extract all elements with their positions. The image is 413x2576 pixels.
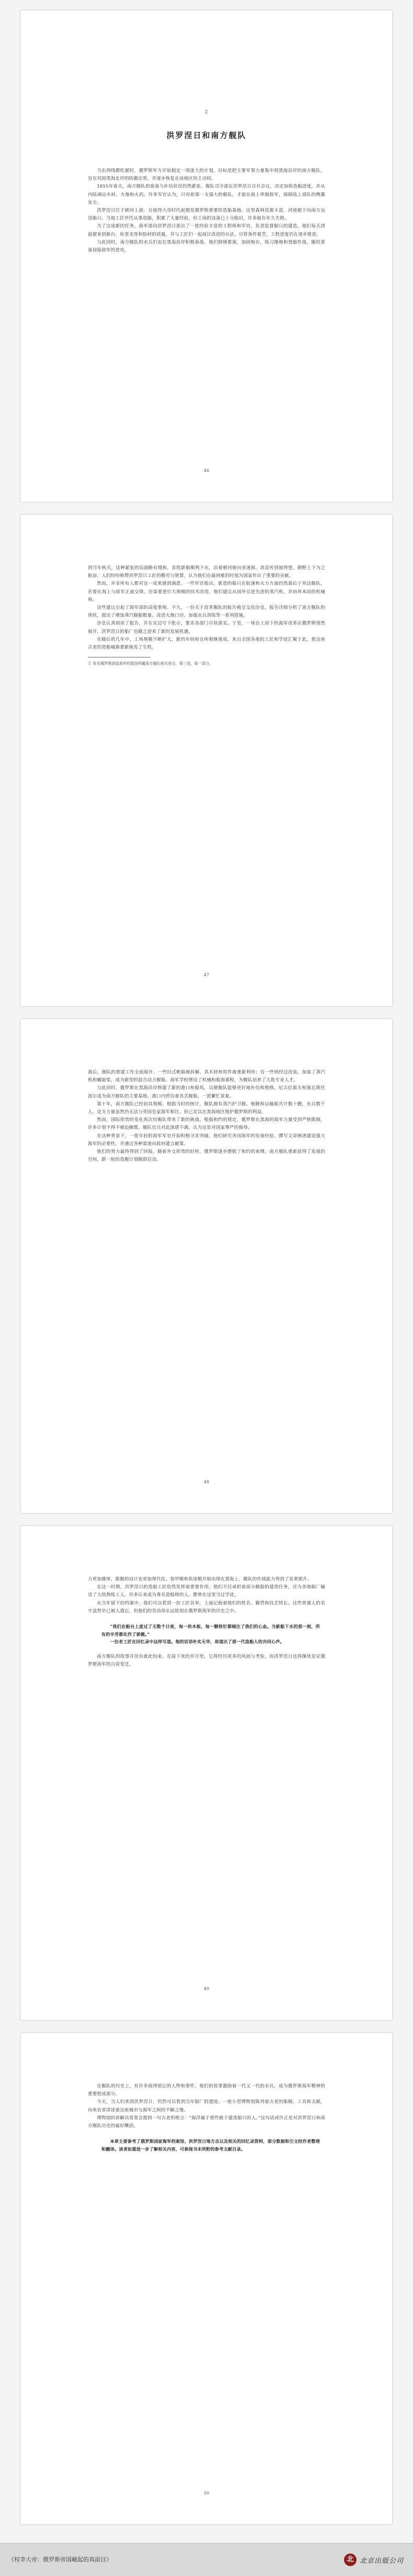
quote-paragraph: 本章主要参考了俄罗斯国家海军档案馆、洪罗涅日地方志以及相关的回忆录资料，部分数据和引文经作者整理和翻译。读者如需进一步了解相关内容，可参阅书末所附的参考文献目录。 — [101, 2139, 320, 2152]
block-quote — [101, 2138, 320, 2153]
book-page-5 — [21, 2033, 392, 2524]
book-page-2 — [21, 515, 392, 1006]
paragraph: 这些建议引起了海军部的高度重视。不久，一份关于改革舰队的报告被呈交给沙皇。报告详细分析了南方舰队的现状，提出了增加蒸汽舰船数量、改进火炮口径、加强水兵训练等一系列措施。 — [88, 605, 325, 619]
paragraph: 洪罗涅日位于顿河上游，自彼得大帝时代起便是俄罗斯重要的造船基地。这里森林资源丰富，河道便于向南方运送船只。当地工匠世代从事造船，积累了大量经验，但工场的设备已十分陈旧，许多船台年久失修。 — [88, 208, 325, 222]
page-number: 47 — [203, 973, 210, 977]
page-body — [88, 1069, 325, 1164]
paragraph: 从当年留下的档案中，我们可以看到一份工匠名单，上面记载着他们的姓名、籍贯和技艺特长。这些普通人的名字虽然早已被人遗忘，但他们的劳动却永远铭刻在俄罗斯海军的历史之中。 — [88, 1600, 325, 1614]
paragraph: 为了完成新的任务，海军部向洪罗涅日派出了一批经验丰富的工程师和军官，负责监督船只的建造。他们每天清晨便来到船台，检查龙骨和肋材的质量，并与工匠们一起商讨改进的办法。尽管条件艰苦，工程进度仍在逐步推进。 — [88, 224, 325, 237]
paragraph: 在这种背景下，一批年轻的海军军官开始积极寻求突破。他们研究各国海军的发展经验，撰写文章阐述建设强大海军的必要性，并通过各种渠道向政府建言献策。 — [88, 1133, 325, 1147]
footer-bar — [0, 2543, 413, 2576]
paragraph: 他们的努力最终得到了回报。随着外交形势的好转，俄罗斯逐步摆脱了和约的束缚，南方舰队重新获得了发展的空间，新一轮的造舰计划随即启动。 — [88, 1149, 325, 1163]
paragraph: 然而，并非所有人都对这一成果感到满意。一些军官指出，新造的船只在航速和火力方面仍然落后于英法舰队，若要在海上与敌军正面交锋，还需要进行大规模的技术改造。他们建议从国外引进先进的蒸汽机，并培养本国的机械师。 — [88, 581, 325, 603]
paragraph: 战后，舰队的重建工作全面展开。一些旧式帆船被拆解，其木材和铁件被重新利用；另一些则经过改装，加装了蒸汽机和螺旋桨，成为新型的混合动力舰船。海军学校增设了机械和航海课程，为舰队培养了大批专业人才。 — [88, 1070, 325, 1083]
book-page-1 — [21, 10, 392, 502]
page-number: 50 — [203, 2491, 210, 2496]
paragraph: 今天，当人们来到洪罗涅日，仍然可以看到当年船厂的遗迹。一座小型博物馆陈列着古老的船模、工具和文献，向来访者讲述着这座城市与海军之间的不解之缘。 — [88, 2099, 325, 2113]
book-title: 《权李大帝：俄罗斯帝国崛起的真面目》 — [8, 2556, 112, 2563]
publisher-name: 北京出版公司 — [359, 2557, 404, 2565]
chapter-number: 2 — [204, 110, 209, 115]
paragraph: 与此同时，俄罗斯在黑海沿岸修建了新的港口和船坞，以便舰队能够更好地补给和维修。尼古拉耶夫和塞瓦斯托波尔成为南方舰队的主要基地，港口内停泊着各式舰船，一派繁忙景象。 — [88, 1085, 325, 1099]
page-body — [88, 2083, 325, 2160]
block-quote — [101, 1623, 320, 1646]
page-number: 48 — [203, 1480, 210, 1484]
book-page-4 — [21, 1526, 392, 2020]
book-page-3 — [21, 1019, 392, 1513]
page-number: 49 — [203, 1986, 210, 1991]
chapter-title: 洪罗涅日和南方舰队 — [166, 131, 247, 140]
paragraph: 力更加雄厚，新舰的设计也更加现代化。装甲舰和鱼雷艇开始出现在黑海上，舰队的作战能力得到了显著提升。 — [88, 1577, 312, 1582]
footnote: ① 参见俄罗斯国家海军档案馆所藏南方舰队相关卷宗，第三卷，第一部分。 — [88, 661, 213, 666]
publisher-logo — [344, 2553, 404, 2567]
paragraph: 当东西线都吃紧时，俄罗斯军方开始制定一项庞大的计划，目标是把主要军事力量集中到黑海沿岸的南方舰队，旨在巩固黑海北岸的防御态势，并逐步恢复在该地区的主动权。 — [88, 168, 325, 182]
paragraph: 在这一时期，洪罗涅日的造船工匠依然发挥着重要作用。他们不仅承担着部分舰船的建造任务，还为各地船厂输送了大批熟练工人。许多后来成为著名造船师的人，都曾在这里当过学徒。 — [88, 1585, 325, 1598]
paragraph: 与此同时，南方舰队的水兵们也在黑海沿岸积极备战。他们修缮要塞，加固炮台，练习操炮和登船作战，随时准备迎接敌军的进攻。 — [88, 239, 325, 253]
quote-paragraph: “我们在船台上度过了无数个日夜，每一块木板、每一颗铁钉都倾注了我们的心血。当新船下水的那一刻，所有的辛劳都化作了骄傲。” — [101, 1624, 320, 1637]
paragraph: 到当年秋天，这种紧张的局面略有缓和，首批新船顺利下水，沿着顿河驶向亚速海。消息传到彼得堡，朝野上下为之振奋。人们纷纷称赞洪罗涅日工匠的勤劳与智慧，认为他们在最困难的时刻为国家作出了重要的贡献。 — [88, 565, 325, 579]
page-body — [88, 564, 325, 666]
publisher-logo-icon: 北 — [344, 2554, 357, 2566]
paragraph: 1855年春天，南方舰队的装备与补给状况仍然紧张。舰队司令部在洪罗涅日召开会议，决定加快造船进度，并从内陆调运木材、火炮和火药。许多军官认为，只有依靠一支强大的舰队，才能在海上牵制敌军，保障陆上部队的侧翼安全。 — [88, 184, 325, 205]
paragraph: 第十年，南方舰队已经初具规模。根据当时的统计，舰队拥有蒸汽护卫舰、炮舰和运输船共计数十艘，水兵数千人。这支力量虽然仍无法与英国皇家海军相比，但已足以在黑海地区维护俄罗斯的利益。 — [88, 1101, 325, 1115]
quote-paragraph: 一位老工匠在回忆录中这样写道。他的话语朴实无华，却道出了那一代造船人的共同心声。 — [110, 1639, 284, 1645]
page-body — [88, 167, 325, 255]
page-body — [88, 1576, 325, 1669]
paragraph: 在舰队的历史上，有许多值得铭记的人物和事件。他们的故事激励着一代又一代的水兵，成为俄罗斯海军精神的重要组成部分。 — [88, 2084, 325, 2097]
paragraph: 然而，国际形势的变化再次给舰队带来了新的挑战。根据和约的规定，俄罗斯在黑海的海军力量受到严格限制，许多计划不得不被迫搁置。舰队官兵对此深感不满，认为这是对国家尊严的侮辱。 — [88, 1117, 325, 1131]
paragraph: 在随后的几年中，工场规模不断扩大，新的车间和仓库相继落成，来自全国各地的工匠和学徒汇聚于此，使这座古老的造船城镇重新焕发了生机。 — [88, 637, 325, 651]
paragraph: 博物馆的讲解员常常会提到一句古老的格言：“海洋属于那些敢于建造船只的人。”这句话或许正是对洪罗涅日和南方舰队历史的最好概括。 — [88, 2115, 325, 2129]
paragraph: 南方舰队的故事并没有就此结束。在接下来的岁月里，它将经历更多的风雨与考验，而洪罗涅日也将继续见证俄罗斯海军的兴衰变迁。 — [88, 1654, 325, 1667]
page-number: 46 — [203, 468, 210, 473]
paragraph: 沙皇认真阅读了报告，并在页边写下批示，要求各部门尽快落实。于是，一场自上而下的海军改革在俄罗斯悄然展开，洪罗涅日的船厂也随之迎来了新的发展机遇。 — [88, 621, 325, 634]
